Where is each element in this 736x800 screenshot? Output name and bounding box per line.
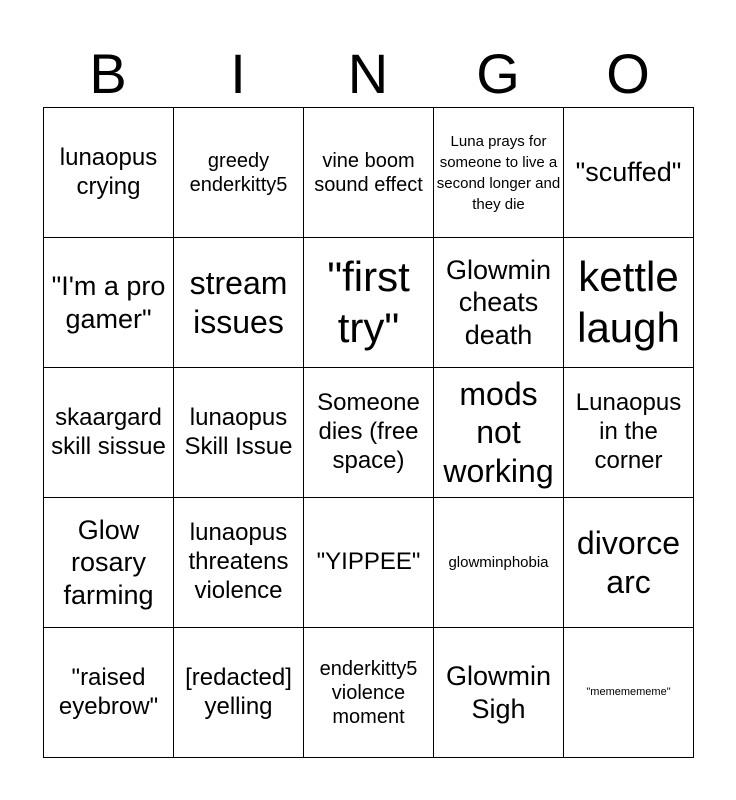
bingo-cell [304,498,434,628]
cell-text: kettle laugh [577,253,680,351]
cell-text: [redacted] yelling [185,663,292,720]
board-row [44,628,694,758]
board-row [44,238,694,368]
bingo-cell [564,628,694,758]
cell-text: "I'm a pro gamer" [51,271,166,334]
cell-text: Glowmin Sigh [445,661,552,724]
cell-text: "raised eyebrow" [58,663,159,720]
board-row [44,498,694,628]
bingo-cell [434,108,564,238]
bingo-cell [434,368,564,498]
bingo-board [43,107,694,758]
bingo-cell [174,368,304,498]
board-row [44,368,694,498]
bingo-cell [564,498,694,628]
cell-text: "first try" [327,253,410,351]
header-letter-i: I [230,42,246,105]
cell-text: lunaopus Skill Issue [184,403,293,460]
bingo-cell [174,108,304,238]
cell-text: vine boom sound effect [314,149,423,196]
bingo-cell [564,368,694,498]
bingo-cell [434,628,564,758]
cell-text: Lunaopus in the corner [575,389,682,474]
cell-text: skaargard skill sissue [51,403,166,460]
bingo-header [43,40,693,108]
bingo-cell [304,108,434,238]
cell-text: Glowmin cheats death [445,254,552,350]
bingo-cell [44,628,174,758]
bingo-cell [174,628,304,758]
bingo-cell [304,368,434,498]
header-letter-g: G [476,42,520,105]
cell-text: divorce arc [576,525,681,600]
header-letter-o: O [606,42,650,105]
bingo-cell [44,368,174,498]
bingo-cell [174,238,304,368]
cell-text: lunaopus crying [59,143,158,200]
header-letter-b: B [89,42,127,105]
cell-text: "YIPPEE" [316,548,421,576]
board-row [44,108,694,238]
cell-text: Glow rosary farming [63,514,154,610]
cell-text: enderkitty5 violence moment [319,657,418,728]
bingo-cell [564,238,694,368]
cell-text: mods not working [443,375,554,489]
bingo-cell [564,108,694,238]
header-letter-n: N [347,42,389,105]
bingo-cell [434,498,564,628]
bingo-cell [44,238,174,368]
bingo-cell [434,238,564,368]
cell-text: Someone dies (free space) [317,389,420,474]
cell-text: lunaopus threatens violence [188,519,289,604]
cell-text: greedy enderkitty5 [189,149,288,196]
bingo-cell [44,108,174,238]
cell-text: glowminphobia [448,554,549,571]
cell-text: "mememememe" [586,685,671,698]
bingo-cell [304,628,434,758]
cell-text: Luna prays for someone to live a second longer and they die [436,132,561,213]
bingo-cell [44,498,174,628]
cell-text: "scuffed" [575,157,682,188]
cell-text: stream issues [189,265,288,340]
bingo-cell [304,238,434,368]
bingo-cell [174,498,304,628]
